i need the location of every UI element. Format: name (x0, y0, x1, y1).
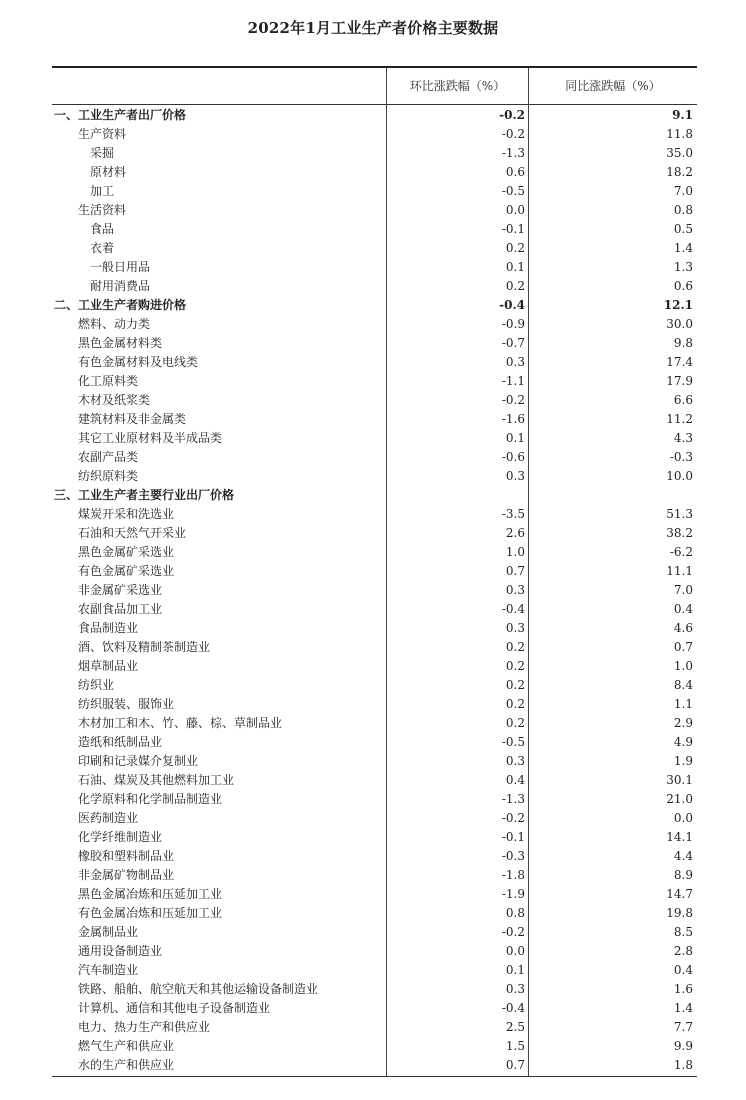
row-label: 酒、饮料及精制茶制造业 (78, 640, 211, 654)
row-yoy-value: 0.0 (673, 811, 693, 825)
row-mom-value: -3.5 (501, 507, 525, 521)
row-label: 医药制造业 (78, 811, 139, 825)
row-yoy-value: 11.1 (666, 564, 693, 578)
row-yoy-value: 38.2 (666, 526, 693, 540)
row-mom-value: -0.3 (501, 849, 525, 863)
row-yoy-value: 1.4 (673, 241, 693, 255)
table-row (52, 638, 697, 657)
row-label: 一般日用品 (90, 260, 151, 274)
table-row (52, 448, 697, 467)
table-row (52, 866, 697, 885)
row-label: 有色金属冶炼和压延加工业 (78, 906, 223, 920)
row-yoy-value: 21.0 (666, 792, 693, 806)
row-label: 燃气生产和供应业 (78, 1039, 175, 1053)
row-yoy-value: 9.9 (673, 1039, 693, 1053)
row-yoy-value: 10.0 (666, 469, 693, 483)
table-row (52, 714, 697, 733)
table-row (52, 543, 697, 562)
table-row (52, 847, 697, 866)
row-label: 有色金属矿采选业 (78, 564, 175, 578)
row-mom-value: 0.2 (505, 697, 525, 711)
table-row (52, 961, 697, 980)
row-mom-value: 0.1 (505, 963, 525, 977)
row-label: 二、工业生产者购进价格 (54, 298, 187, 312)
row-yoy-value: 8.4 (673, 678, 693, 692)
table-row (52, 334, 697, 353)
row-mom-value: 0.3 (505, 754, 525, 768)
row-yoy-value: 7.0 (673, 184, 693, 198)
row-label: 非金属矿物制品业 (78, 868, 175, 882)
row-yoy-value: 4.3 (673, 431, 693, 445)
header-yoy: 同比涨跌幅（%） (565, 79, 661, 93)
row-yoy-value: 2.9 (673, 716, 693, 730)
row-mom-value: -1.6 (501, 412, 525, 426)
row-mom-value: -0.5 (501, 735, 525, 749)
table-body (52, 106, 697, 1075)
row-label: 黑色金属冶炼和压延加工业 (78, 887, 223, 901)
table-row (52, 581, 697, 600)
row-yoy-value: 7.0 (673, 583, 693, 597)
row-label: 水的生产和供应业 (78, 1058, 175, 1072)
table-row (52, 923, 697, 942)
table-row (52, 733, 697, 752)
table-row (52, 619, 697, 638)
row-mom-value: -0.2 (501, 925, 525, 939)
row-label: 纺织业 (78, 678, 115, 692)
section-row (52, 486, 697, 505)
row-mom-value: 0.3 (505, 469, 525, 483)
row-mom-value: 0.6 (505, 165, 525, 179)
table-row (52, 467, 697, 486)
row-label: 橡胶和塑料制品业 (78, 849, 175, 863)
row-label: 原材料 (90, 165, 127, 179)
row-label: 黑色金属材料类 (78, 336, 163, 350)
section-row (52, 296, 697, 315)
row-yoy-value: 35.0 (666, 146, 693, 160)
row-label: 燃料、动力类 (78, 317, 151, 331)
row-label: 汽车制造业 (78, 963, 139, 977)
row-label: 加工 (90, 184, 115, 198)
row-mom-value: 0.0 (505, 944, 525, 958)
row-label: 食品制造业 (78, 621, 139, 635)
row-label: 衣着 (90, 241, 115, 255)
table-row (52, 220, 697, 239)
row-yoy-value: 12.1 (663, 298, 693, 312)
table-row (52, 201, 697, 220)
row-yoy-value: 4.6 (673, 621, 693, 635)
row-yoy-value: 1.6 (673, 982, 693, 996)
row-mom-value: 0.2 (505, 716, 525, 730)
row-mom-value: 0.2 (505, 241, 525, 255)
row-mom-value: 0.1 (505, 260, 525, 274)
row-mom-value: 0.3 (505, 621, 525, 635)
row-mom-value: 0.7 (505, 1058, 525, 1072)
row-label: 生产资料 (78, 127, 127, 141)
row-yoy-value: 0.7 (673, 640, 693, 654)
row-label: 通用设备制造业 (78, 944, 163, 958)
row-label: 化工原料类 (78, 374, 139, 388)
row-label: 烟草制品业 (78, 659, 139, 673)
table-row (52, 524, 697, 543)
row-label: 石油和天然气开采业 (78, 526, 187, 540)
row-label: 建筑材料及非金属类 (78, 412, 187, 426)
row-mom-value: 2.5 (505, 1020, 525, 1034)
row-mom-value: -0.7 (501, 336, 525, 350)
row-yoy-value: 1.3 (673, 260, 693, 274)
table-row (52, 562, 697, 581)
row-mom-value: 1.5 (505, 1039, 525, 1053)
row-mom-value: 0.1 (505, 431, 525, 445)
row-yoy-value: 30.1 (666, 773, 693, 787)
row-yoy-value: 7.7 (673, 1020, 693, 1034)
row-yoy-value: 6.6 (673, 393, 693, 407)
row-yoy-value: 4.9 (673, 735, 693, 749)
row-yoy-value: 0.4 (673, 963, 693, 977)
row-label: 黑色金属矿采选业 (78, 545, 175, 559)
row-label: 木材及纸浆类 (78, 393, 151, 407)
row-label: 木材加工和木、竹、藤、棕、草制品业 (78, 716, 283, 730)
page-title: 2022年1月工业生产者价格主要数据 (247, 19, 499, 37)
row-mom-value: -1.1 (501, 374, 525, 388)
table-row (52, 391, 697, 410)
table-row (52, 410, 697, 429)
row-yoy-value: -6.2 (669, 545, 693, 559)
row-label: 有色金属材料及电线类 (78, 355, 199, 369)
row-label: 纺织原料类 (78, 469, 139, 483)
row-yoy-value: 0.5 (673, 222, 693, 236)
row-mom-value: 2.6 (505, 526, 525, 540)
row-label: 三、工业生产者主要行业出厂价格 (54, 488, 235, 502)
row-label: 非金属矿采选业 (78, 583, 163, 597)
table-row (52, 657, 697, 676)
row-yoy-value: 9.8 (673, 336, 693, 350)
row-mom-value: -0.2 (501, 393, 525, 407)
row-mom-value: 1.0 (505, 545, 525, 559)
row-label: 其它工业原材料及半成品类 (78, 431, 223, 445)
row-mom-value: -0.1 (501, 830, 525, 844)
table-row (52, 315, 697, 334)
row-yoy-value: 1.0 (673, 659, 693, 673)
table-row (52, 1037, 697, 1056)
row-mom-value: -1.9 (501, 887, 525, 901)
table-header (52, 68, 697, 104)
table-row (52, 999, 697, 1018)
row-label: 农副产品类 (78, 450, 139, 464)
table-row (52, 885, 697, 904)
row-yoy-value: 1.9 (673, 754, 693, 768)
row-yoy-value: 17.9 (666, 374, 693, 388)
row-mom-value: 0.2 (505, 279, 525, 293)
row-label: 印刷和记录媒介复制业 (78, 754, 199, 768)
row-yoy-value: 4.4 (673, 849, 693, 863)
row-mom-value: -1.3 (501, 792, 525, 806)
table-row (52, 828, 697, 847)
row-mom-value: 0.8 (505, 906, 525, 920)
table-row (52, 695, 697, 714)
row-mom-value: -0.2 (501, 811, 525, 825)
row-mom-value: 0.2 (505, 640, 525, 654)
table-row (52, 505, 697, 524)
row-yoy-value: 19.8 (666, 906, 693, 920)
row-label: 电力、热力生产和供应业 (78, 1020, 211, 1034)
row-label: 纺织服装、服饰业 (78, 697, 175, 711)
row-mom-value: -0.5 (501, 184, 525, 198)
table-row (52, 1056, 697, 1075)
table-row (52, 258, 697, 277)
row-mom-value: -1.8 (501, 868, 525, 882)
table-row (52, 676, 697, 695)
table-row (52, 353, 697, 372)
row-yoy-value: 1.4 (673, 1001, 693, 1015)
header-mom: 环比涨跌幅（%） (409, 79, 506, 93)
row-label: 煤炭开采和洗选业 (78, 507, 175, 521)
row-mom-value: 0.3 (505, 982, 525, 996)
row-yoy-value: 18.2 (666, 165, 693, 179)
row-yoy-value: 2.8 (673, 944, 693, 958)
row-mom-value: 0.4 (505, 773, 525, 787)
row-mom-value: -0.2 (499, 108, 525, 122)
row-mom-value: 0.0 (505, 203, 525, 217)
table-row (52, 752, 697, 771)
row-yoy-value: 1.1 (673, 697, 693, 711)
row-label: 食品 (90, 222, 115, 236)
row-mom-value: 0.3 (505, 583, 525, 597)
row-yoy-value: 30.0 (666, 317, 693, 331)
row-yoy-value: 11.2 (666, 412, 693, 426)
row-yoy-value: 8.9 (673, 868, 693, 882)
row-mom-value: -0.4 (501, 1001, 525, 1015)
row-label: 金属制品业 (78, 925, 139, 939)
table-row (52, 790, 697, 809)
table-row (52, 600, 697, 619)
row-yoy-value: 14.1 (666, 830, 693, 844)
row-label: 采掘 (90, 146, 115, 160)
row-label: 化学纤维制造业 (78, 830, 163, 844)
section-row (52, 106, 697, 125)
row-label: 农副食品加工业 (78, 602, 163, 616)
table-row (52, 904, 697, 923)
row-yoy-value: 0.4 (673, 602, 693, 616)
row-yoy-value: 8.5 (673, 925, 693, 939)
table-row (52, 1018, 697, 1037)
table-row (52, 771, 697, 790)
row-mom-value: 0.3 (505, 355, 525, 369)
table-row (52, 809, 697, 828)
table-row (52, 239, 697, 258)
table-row (52, 429, 697, 448)
row-yoy-value: 11.8 (666, 127, 693, 141)
row-yoy-value: 9.1 (672, 108, 693, 122)
table-row (52, 942, 697, 961)
row-yoy-value: 17.4 (666, 355, 693, 369)
header-rule (52, 104, 697, 105)
table-row (52, 144, 697, 163)
row-label: 一、工业生产者出厂价格 (54, 108, 187, 122)
row-label: 石油、煤炭及其他燃料加工业 (78, 773, 235, 787)
row-mom-value: -0.4 (499, 298, 525, 312)
row-mom-value: 0.2 (505, 659, 525, 673)
row-mom-value: -0.9 (501, 317, 525, 331)
row-mom-value: -0.4 (501, 602, 525, 616)
row-label: 计算机、通信和其他电子设备制造业 (78, 1001, 271, 1015)
row-mom-value: -0.1 (501, 222, 525, 236)
table-row (52, 980, 697, 999)
table-bottom-rule (52, 1076, 697, 1077)
table-row (52, 182, 697, 201)
row-yoy-value: 0.8 (673, 203, 693, 217)
table-row (52, 125, 697, 144)
table-row (52, 372, 697, 391)
row-yoy-value: 51.3 (666, 507, 693, 521)
row-mom-value: -0.6 (501, 450, 525, 464)
table-row (52, 163, 697, 182)
table-row (52, 277, 697, 296)
row-label: 耐用消费品 (90, 279, 151, 293)
row-label: 化学原料和化学制品制造业 (78, 792, 223, 806)
row-mom-value: 0.2 (505, 678, 525, 692)
row-label: 造纸和纸制品业 (78, 735, 163, 749)
row-mom-value: 0.7 (505, 564, 525, 578)
row-mom-value: -1.3 (501, 146, 525, 160)
row-label: 铁路、船舶、航空航天和其他运输设备制造业 (78, 982, 319, 996)
row-mom-value: -0.2 (501, 127, 525, 141)
row-yoy-value: -0.3 (669, 450, 693, 464)
row-yoy-value: 0.6 (673, 279, 693, 293)
row-label: 生活资料 (78, 203, 127, 217)
row-yoy-value: 1.8 (673, 1058, 693, 1072)
row-yoy-value: 14.7 (666, 887, 693, 901)
